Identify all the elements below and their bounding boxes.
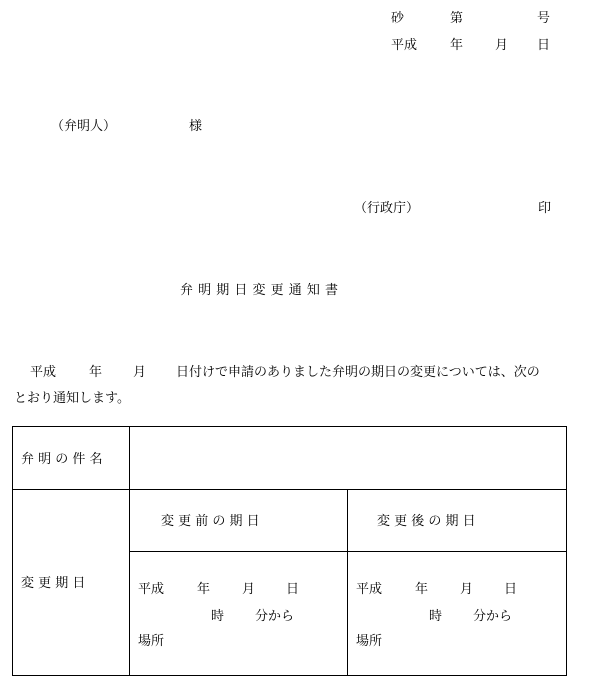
after-month: 月	[460, 582, 474, 597]
date-year: 年	[450, 38, 464, 53]
addressee-honorific: 様	[189, 119, 203, 134]
table-rule-split	[347, 489, 348, 675]
issuer-label: （行政庁）	[354, 201, 420, 216]
table-rule-headers	[129, 551, 566, 552]
date-era: 平成	[391, 38, 418, 53]
seal-mark: 印	[538, 201, 552, 216]
date-month: 月	[495, 38, 509, 53]
change-table	[12, 426, 567, 676]
number-prefix: 砂	[391, 11, 405, 26]
number-dai: 第	[450, 11, 464, 26]
body-month: 月	[133, 365, 147, 380]
before-minute: 分から	[255, 609, 295, 624]
before-hour: 時	[211, 609, 225, 624]
document-title: 弁 明 期 日 変 更 通 知 書	[180, 283, 339, 298]
after-date-header: 変 更 後 の 期 日	[377, 514, 476, 529]
body-text-rest: 日付けで申請のありました弁明の期日の変更については、次の	[176, 365, 540, 380]
after-hour: 時	[429, 609, 443, 624]
after-day: 日	[504, 582, 518, 597]
after-place: 場所	[356, 634, 383, 649]
before-date-header: 変 更 前 の 期 日	[161, 514, 260, 529]
body-line-2: とおり通知します。	[14, 391, 130, 406]
after-minute: 分から	[473, 609, 513, 624]
after-era: 平成	[356, 582, 383, 597]
addressee-role: （弁明人）	[51, 119, 117, 134]
subject-label: 弁 明 の 件 名	[21, 452, 103, 467]
number-go: 号	[537, 11, 551, 26]
after-year: 年	[415, 582, 429, 597]
change-date-label: 変 更 期 日	[21, 576, 86, 591]
table-rule-subject	[13, 489, 566, 490]
before-place: 場所	[138, 634, 165, 649]
before-month: 月	[242, 582, 256, 597]
body-era: 平成	[30, 365, 57, 380]
body-year: 年	[89, 365, 103, 380]
before-year: 年	[197, 582, 211, 597]
before-era: 平成	[138, 582, 165, 597]
date-day: 日	[537, 38, 551, 53]
before-day: 日	[286, 582, 300, 597]
